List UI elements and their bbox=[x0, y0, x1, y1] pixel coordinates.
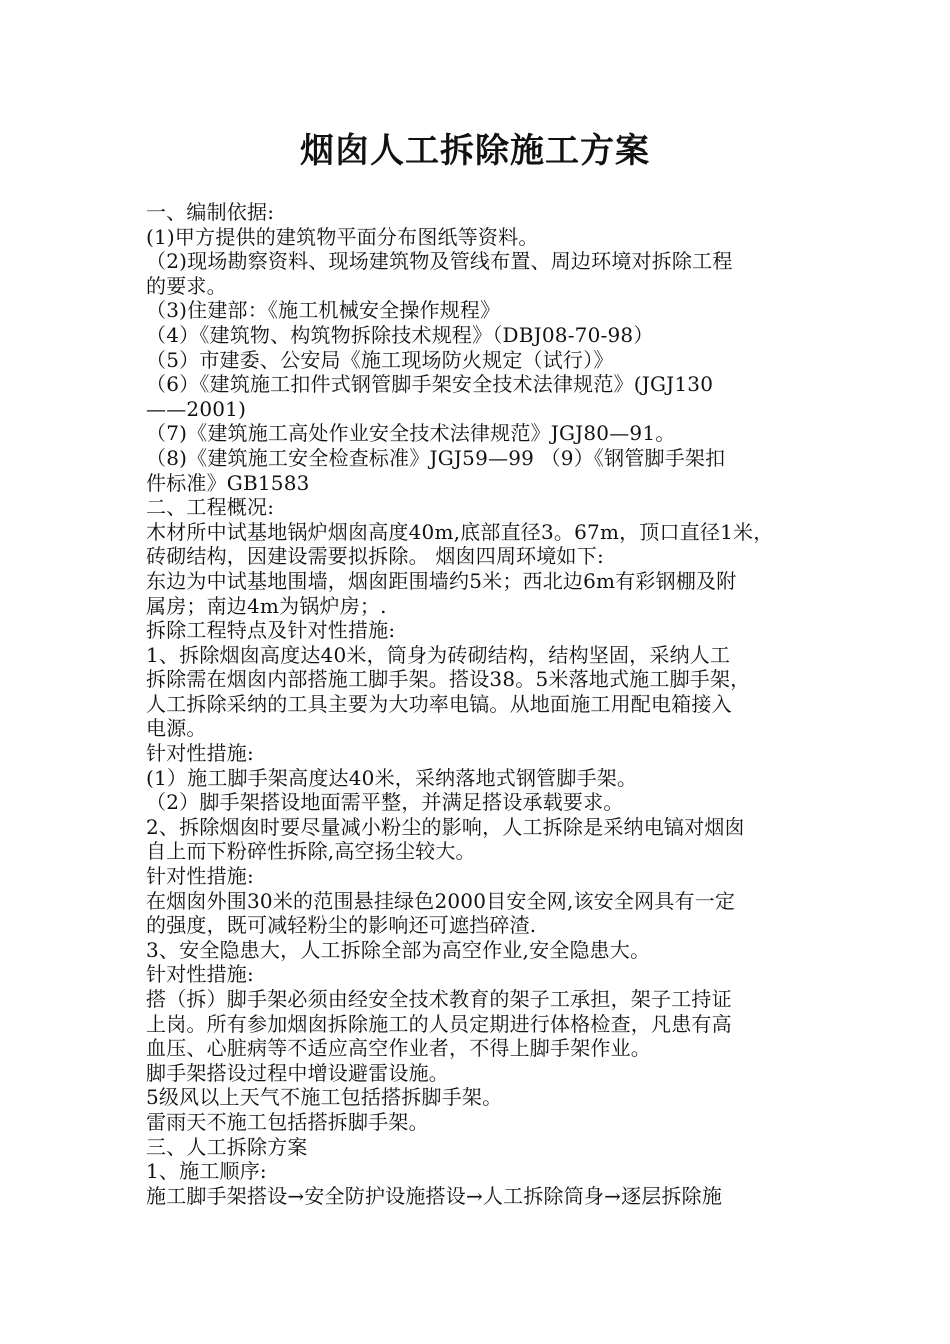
body-text-line: （7)《建筑施工高处作业安全技术法律规范》JGJ80—91。 bbox=[146, 421, 676, 446]
body-text-line: 人工拆除采纳的工具主要为大功率电镐。从地面施工用配电箱接入 bbox=[146, 691, 732, 716]
body-text-line: 1、拆除烟囱高度达40米，筒身为砖砌结构，结构坚固，采纳人工 bbox=[146, 642, 731, 667]
body-text-line: 的强度，既可减轻粉尘的影响还可遮挡碎渣. bbox=[146, 913, 537, 938]
body-text-line: 针对性措施: bbox=[146, 864, 254, 889]
document-body bbox=[146, 200, 818, 1208]
body-text-line: 5级风以上天气不施工包括搭拆脚手架。 bbox=[146, 1085, 503, 1110]
body-text-line: 2、拆除烟囱时要尽量减小粉尘的影响，人工拆除是采纳电镐对烟囱 bbox=[146, 814, 745, 839]
document-title: 烟囱人工拆除施工方案 bbox=[300, 131, 650, 171]
body-text-line: （8)《建筑施工安全检查标准》JGJ59—99 （9）《钢管脚手架扣 bbox=[146, 445, 726, 470]
body-text-line: 三、人工拆除方案 bbox=[146, 1134, 308, 1159]
body-text-line: 1、施工顺序: bbox=[146, 1159, 267, 1184]
body-text-line: 二、工程概况: bbox=[146, 495, 275, 520]
body-text-line: （5）市建委、公安局《施工现场防火规定（试行）》 bbox=[146, 347, 614, 372]
body-text-line: 拆除需在烟囱内部搭施工脚手架。搭设38。5米落地式施工脚手架， bbox=[146, 667, 751, 692]
body-text-line: 脚手架搭设过程中增设避雷设施。 bbox=[146, 1060, 449, 1085]
body-text-line: (1)甲方提供的建筑物平面分布图纸等资料。 bbox=[146, 224, 539, 249]
body-text-line: （3)住建部：《施工机械安全操作规程》 bbox=[146, 298, 501, 323]
body-text-line: 木材所中试基地锅炉烟囱高度40m,底部直径3。67m，顶口直径1米， bbox=[146, 519, 774, 544]
body-text-line: 东边为中试基地围墙，烟囱距围墙约5米；西北边6m有彩钢棚及附 bbox=[146, 568, 737, 593]
body-text-line: 的要求。 bbox=[146, 273, 227, 298]
body-text-line: 件标准》GB1583 bbox=[146, 470, 310, 495]
body-text-line: 3、安全隐患大，人工拆除全部为高空作业,安全隐患大。 bbox=[146, 937, 651, 962]
body-text-line: 血压、心脏病等不适应高空作业者，不得上脚手架作业。 bbox=[146, 1036, 651, 1061]
body-text-line: 拆除工程特点及针对性措施: bbox=[146, 618, 396, 643]
body-text-line: （4）《建筑物、构筑物拆除技术规程》（DBJ08-70-98） bbox=[146, 322, 654, 347]
body-text-line: 属房；南边4m为锅炉房；. bbox=[146, 593, 387, 618]
body-text-line: (1）施工脚手架高度达40米，采纳落地式钢管脚手架。 bbox=[146, 765, 638, 790]
body-text-line: 自上而下粉碎性拆除,高空扬尘较大。 bbox=[146, 839, 476, 864]
body-text-line: 施工脚手架搭设→安全防护设施搭设→人工拆除筒身→逐层拆除施 bbox=[146, 1183, 723, 1208]
body-text-line: ——2001) bbox=[146, 396, 247, 421]
body-text-line: 在烟囱外围30米的范围悬挂绿色2000目安全网,该安全网具有一定 bbox=[146, 888, 736, 913]
body-text-line: 上岗。所有参加烟囱拆除施工的人员定期进行体格检查，凡患有高 bbox=[146, 1011, 732, 1036]
body-text-line: （2）脚手架搭设地面需平整，并满足搭设承载要求。 bbox=[146, 790, 624, 815]
body-text-line: 雷雨天不施工包括搭拆脚手架。 bbox=[146, 1109, 429, 1134]
body-text-line: 针对性措施: bbox=[146, 741, 254, 766]
body-text-line: 针对性措施: bbox=[146, 962, 254, 987]
body-text-line: 一、编制依据: bbox=[146, 200, 275, 224]
body-text-line: 电源。 bbox=[146, 716, 207, 741]
body-text-line: 搭（拆）脚手架必须由经安全技术教育的架子工承担，架子工持证 bbox=[146, 987, 732, 1011]
body-text-line: 砖砌结构，因建设需要拟拆除。 烟囱四周环境如下: bbox=[146, 544, 604, 569]
body-text-line: （2)现场勘察资料、现场建筑物及管线布置、周边环境对拆除工程 bbox=[146, 249, 733, 274]
body-text-line: （6）《建筑施工扣件式钢管脚手架安全技术法律规范》(JGJ130 bbox=[146, 372, 714, 397]
